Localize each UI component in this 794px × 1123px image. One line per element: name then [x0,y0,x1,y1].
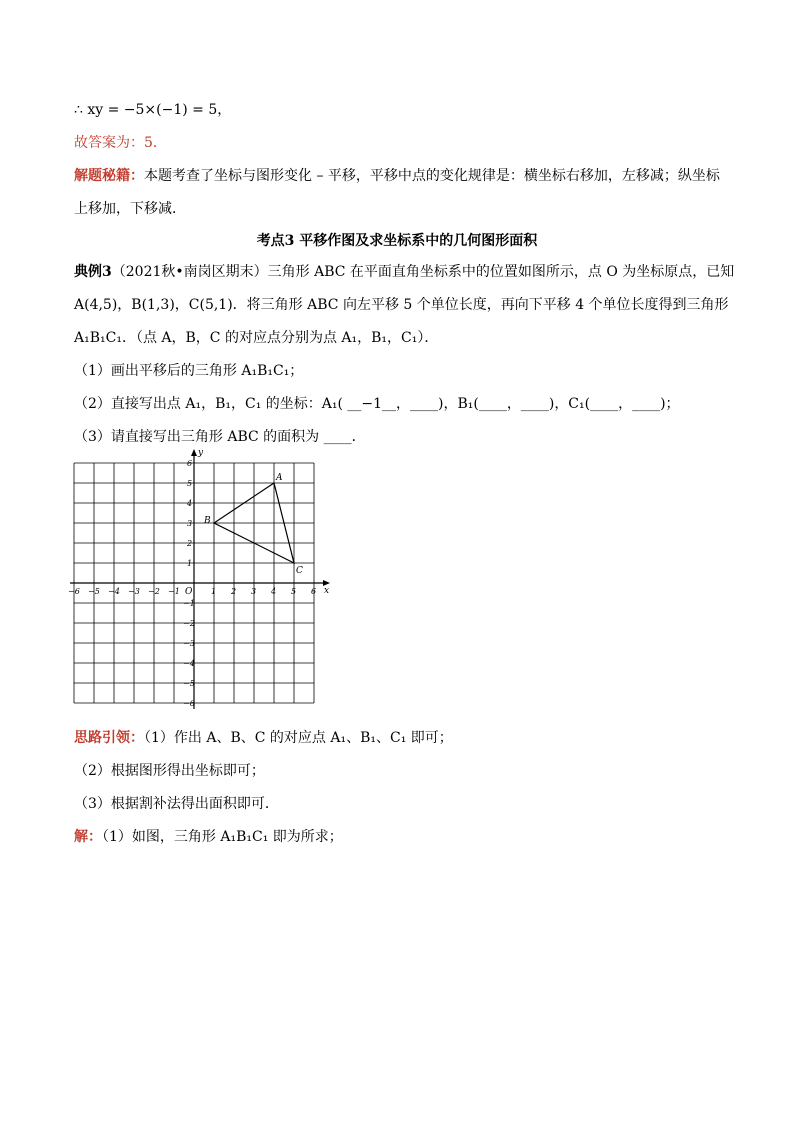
point-label-b: B [204,516,211,526]
y-tick-label: 5 [187,479,193,488]
origin-label: O [185,587,193,597]
tips-text: 本题考查了坐标与图形变化 – 平移，平移中点的变化规律是：横坐标右移加，左移减；纵坐标 [144,168,720,184]
question-3: （3）请直接写出三角形 ABC 的面积为 ____． [74,429,366,445]
solution-text-1: （1）如图，三角形 A₁B₁C₁ 即为所求； [102,829,343,845]
x-tick-label: −5 [88,587,100,596]
example-line-2: A(4,5)，B(1,3)，C(5,1)．将三角形 ABC 向左平移 5 个单位长度，再向下平移 4 个单位长度得到三角形 [74,297,729,313]
hint-line-2: （2）根据图形得出坐标即可； [74,763,265,779]
y-tick-label: 3 [187,519,193,528]
y-tick-label: −4 [183,659,195,668]
example-label: 典例3 [74,264,112,280]
point-label-c: C [296,566,303,576]
section-title: 考点3 平移作图及求坐标系中的几何图形面积 [256,233,538,249]
x-tick-label: 4 [271,587,277,596]
y-tick-label: −3 [183,639,195,648]
y-axis-label: y [198,448,204,458]
y-tick-label: 6 [187,459,193,468]
solution-label: 解： [74,829,102,845]
x-axis-label: x [324,586,330,596]
y-tick-label: −6 [183,699,195,708]
triangle-abc [203,473,303,576]
example-text-1: （2021秋•南岗区期末）三角形 ABC 在平面直角坐标系中的位置如图所示，点 O 为坐标原点，已知 [111,264,735,280]
x-tick-label: −6 [68,587,80,596]
x-tick-label: −1 [168,587,180,596]
y-tick-label: −1 [183,599,195,608]
line-tips [74,166,720,186]
x-tick-label: −4 [108,587,120,596]
tips-label: 解题秘籍： [74,168,144,184]
x-tick-label: −3 [128,587,140,596]
coordinate-graph [68,447,358,727]
hint-text-1: （1）作出 A、B、C 的对应点 A₁、B₁、C₁ 即可； [144,730,453,746]
y-axis-arrow [191,449,197,456]
x-tick-label: 2 [231,587,237,596]
line-answer [74,133,167,153]
question-1: （1）画出平移后的三角形 A₁B₁C₁； [74,363,304,379]
y-tick-label: 2 [187,539,193,548]
point-label-a: A [276,473,283,483]
y-tick-label: −5 [183,679,195,688]
hint-label: 思路引领： [74,730,144,746]
hint-line-1 [74,728,453,748]
question-2: （2）直接写出点 A₁，B₁，C₁ 的坐标：A₁( __−1__，____)，B₁(____，____)，C₁(____，____)； [74,396,680,412]
x-tick-label: 1 [211,587,217,596]
x-tick-label: 5 [291,587,297,596]
y-tick-label: 4 [187,499,193,508]
line-tips-cont: 上移加，下移减． [74,201,186,217]
answer-value: 5． [144,135,167,151]
x-tick-label: 3 [251,587,257,596]
solution-line-1 [74,827,343,847]
axes [70,448,330,709]
hint-line-3: （3）根据割补法得出面积即可． [74,796,279,812]
answer-label: 故答案为： [74,135,144,151]
x-tick-label: 6 [311,587,317,596]
x-tick-label: −2 [148,587,160,596]
example-line-1 [74,262,734,282]
line-xy: ∴ xy = −5×(−1) = 5， [74,102,232,118]
example-line-3: A₁B₁C₁．（点 A，B，C 的对应点分别为点 A₁，B₁，C₁）． [74,330,439,346]
y-tick-label: −2 [183,619,195,628]
y-tick-label: 1 [187,559,193,568]
